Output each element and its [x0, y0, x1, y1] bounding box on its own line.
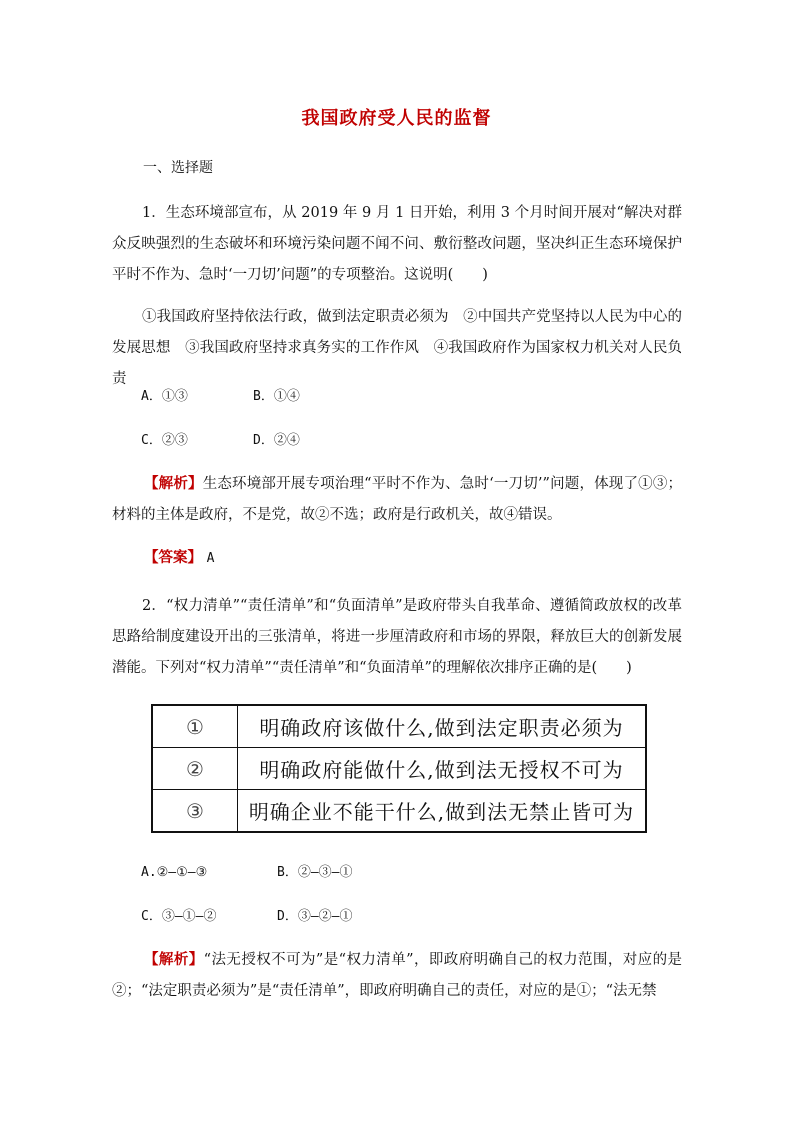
question-1-options-row-1	[141, 385, 541, 404]
question-1-statements: ①我国政府坚持依法行政，做到法定职责必须为 ②中国共产党坚持以人民为中心的发展思想 ③我国政府坚持求真务实的工作作风 ④我国政府作为国家权力机关对人民负责	[112, 309, 682, 387]
question-2-table	[151, 704, 647, 833]
question-1-stem: 1．生态环境部宣布，从 2019 年 9 月 1 日开始，利用 3 个月时间开展对“解决对群众反映强烈的生态破坏和环境污染问题不闻不问、敷衍整改问题，坚决纠正生态环境保护平时不作为、急时‘一刀切’问题”的专项整治。这说明( )	[112, 205, 682, 283]
table-cell-text: 明确政府该做什么,做到法定职责必须为	[238, 705, 647, 748]
question-1-analysis	[112, 468, 682, 531]
question-1-option-d: D．②④	[253, 433, 300, 448]
table-cell-num: ③	[152, 790, 238, 833]
section-heading: 一、选择题	[143, 160, 213, 176]
analysis-text: “法无授权不可为”是“权力清单”，即政府明确自己的权力范围，对应的是②；“法定职责必须为”是“责任清单”，即政府明确自己的责任，对应的是①；“法无禁	[112, 952, 682, 999]
answer-value: A	[206, 551, 215, 566]
table-row	[152, 748, 646, 790]
table-cell-text: 明确政府能做什么,做到法无授权不可为	[238, 748, 647, 790]
question-1-options-row-2	[141, 429, 541, 448]
question-2-option-b: B．②—③—①	[277, 865, 353, 880]
answer-tag: 【答案】	[144, 549, 202, 566]
table-cell-num: ②	[152, 748, 238, 790]
table-row	[152, 790, 646, 833]
question-2-option-d: D．③—②—①	[277, 909, 353, 924]
question-2-option-a: A.②—①—③	[141, 865, 208, 880]
table-cell-text: 明确企业不能干什么,做到法无禁止皆可为	[238, 790, 647, 833]
table-row	[152, 705, 646, 748]
question-2-analysis	[112, 944, 682, 1006]
question-1-option-a: A．①③	[141, 389, 188, 404]
question-2-options-row-1	[141, 861, 541, 880]
question-1-option-b: B．①④	[253, 389, 300, 404]
question-2-options-row-2	[141, 905, 541, 924]
analysis-tag: 【解析】	[144, 475, 203, 492]
question-1-option-c: C．②③	[141, 433, 188, 448]
question-2-option-c: C．③—①—②	[141, 909, 217, 924]
question-2-stem: 2．“权力清单”“责任清单”和“负面清单”是政府带头自我革命、遵循简政放权的改革思路给制度建设开出的三张清单，将进一步厘清政府和市场的界限，释放巨大的创新发展潜能。下列对“权力清单”“责任清单”和“负面清单”的理解依次排序正确的是( )	[112, 598, 682, 676]
page-title: 我国政府受人民的监督	[301, 108, 492, 129]
table-cell-num: ①	[152, 705, 238, 748]
question-1-answer	[112, 542, 682, 574]
analysis-tag: 【解析】	[144, 951, 204, 968]
analysis-text: 生态环境部开展专项治理“平时不作为、急时‘一刀切’”问题，体现了①③；材料的主体是政府，不是党，故②不选；政府是行政机关，故④错误。	[112, 476, 682, 523]
